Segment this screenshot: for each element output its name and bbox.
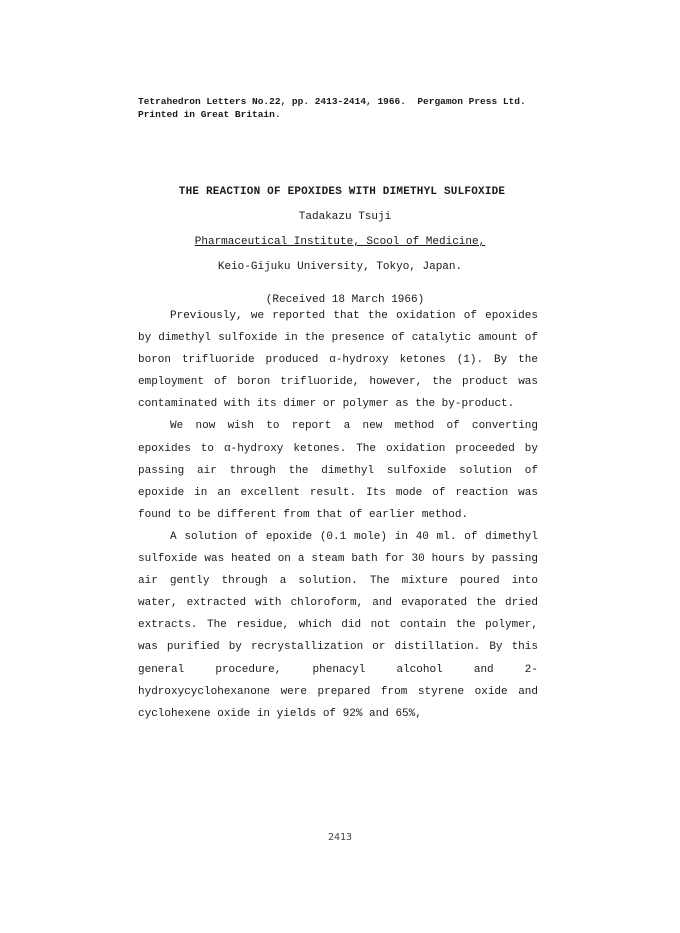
- page-number: 2413: [327, 832, 353, 843]
- paragraph-1: Previously, we reported that the oxidation of epoxides by dimethyl sulfoxide in the presence of catalytic amount of boron trifluoride produced α-hydroxy ketones (1). By the employment of boron trifluoride, however, the product was contaminated with its dimer or polymer as the by-product.: [138, 310, 538, 411]
- affiliation-line-1: [0, 230, 680, 255]
- article-body: [138, 305, 538, 725]
- received-date: (Received 18 March 1966): [265, 294, 425, 306]
- paragraph-3: A solution of epoxide (0.1 mole) in 40 ml. of dimethyl sulfoxide was heated on a steam bath for 30 hours by passing air gently through a solution. The mixture poured into water, extracted with chloroform, and evaporated the dried extracts. The residue, which did not contain the polymer, was purified by recrystallization or distillation. By this general procedure, phenacyl alcohol and 2-hydroxycyclohexanone were prepared from styrene oxide and cyclohexene oxide in yields of 92% and 65%,: [138, 530, 538, 720]
- title-block: [0, 180, 680, 313]
- article-title: THE REACTION OF EPOXIDES WITH DIMETHYL SULFOXIDE: [178, 186, 506, 198]
- paragraph-2: We now wish to report a new method of converting epoxides to α-hydroxy ketones. The oxidation proceeded by passing air through the dimethyl sulfoxide solution of epoxide in an excellent result. Its mode of reaction was found to be different from that of earlier method.: [138, 420, 538, 521]
- author-name: Tadakazu Tsuji: [298, 211, 392, 223]
- affiliation-line-1-text: Pharmaceutical Institute, Scool of Medicine,: [194, 236, 486, 248]
- citation-line: Tetrahedron Letters No.22, pp. 2413-2414, 1966. Pergamon Press Ltd.: [138, 96, 526, 107]
- journal-header: [138, 95, 526, 121]
- affiliation-line-2: Keio-Gijuku University, Tokyo, Japan.: [217, 261, 463, 273]
- printed-line: Printed in Great Britain.: [138, 109, 281, 120]
